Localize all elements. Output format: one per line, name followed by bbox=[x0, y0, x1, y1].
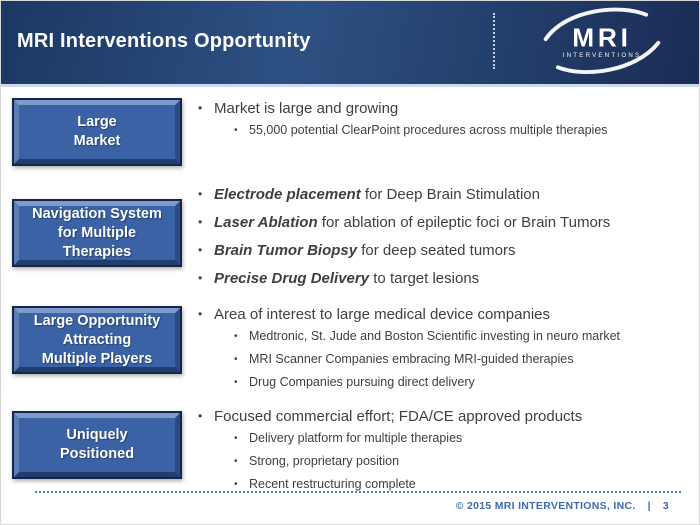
bullet-plain-text: Strong, proprietary position bbox=[249, 454, 400, 468]
bullet-item bbox=[198, 268, 695, 289]
bullet-item bbox=[198, 373, 695, 392]
topic-box-label: Large Opportunity bbox=[33, 312, 161, 329]
footer bbox=[456, 500, 669, 512]
bullet-plain-text: Medtronic, St. Jude and Boston Scientific investing in neuro market bbox=[249, 329, 621, 343]
bullet-item bbox=[198, 429, 695, 448]
topic-box-face bbox=[14, 413, 180, 477]
bullet-icon: • bbox=[234, 456, 238, 467]
bullet-text bbox=[214, 240, 516, 261]
bullet-rest-text: to target lesions bbox=[369, 270, 480, 287]
bullet-list bbox=[198, 304, 695, 396]
bullet-item bbox=[198, 240, 695, 261]
bullet-text bbox=[214, 98, 398, 119]
bullet-list bbox=[198, 184, 695, 296]
topic-box-face bbox=[14, 201, 180, 265]
mri-logo-graphic bbox=[541, 5, 663, 77]
footer-page-number: 3 bbox=[662, 500, 669, 512]
bullet-text bbox=[249, 452, 399, 471]
bullet-text bbox=[214, 268, 479, 289]
bullet-icon: • bbox=[198, 243, 203, 257]
bullet-lead-text: Precise Drug Delivery bbox=[214, 270, 370, 287]
bullet-text bbox=[214, 304, 550, 325]
bullet-icon: • bbox=[198, 271, 203, 285]
bullet-list bbox=[198, 406, 695, 498]
bullet-item bbox=[198, 98, 695, 119]
content-row bbox=[12, 98, 695, 166]
footer-separator: | bbox=[647, 500, 651, 512]
mri-interventions-logo bbox=[541, 5, 663, 77]
logo-subtext: INTERVENTIONS bbox=[562, 51, 642, 59]
bullet-icon: • bbox=[234, 125, 238, 136]
content-row bbox=[12, 184, 695, 296]
topic-box-label: Attracting bbox=[62, 331, 132, 348]
bullet-icon: • bbox=[198, 187, 203, 201]
bullet-icon: • bbox=[198, 101, 203, 115]
bullet-lead-text: Laser Ablation bbox=[214, 214, 318, 231]
bullet-icon: • bbox=[234, 433, 238, 444]
bullet-lead-text: Brain Tumor Biopsy bbox=[214, 242, 358, 259]
bullet-plain-text: 55,000 potential ClearPoint procedures across multiple therapies bbox=[249, 123, 608, 137]
bullet-rest-text: for deep seated tumors bbox=[357, 242, 516, 259]
bullet-plain-text: Market is large and growing bbox=[214, 100, 399, 117]
bullet-item bbox=[198, 452, 695, 471]
bullet-plain-text: Delivery platform for multiple therapies bbox=[249, 431, 463, 445]
content-row bbox=[12, 406, 695, 498]
bullet-item bbox=[198, 121, 695, 140]
bullet-icon: • bbox=[234, 331, 238, 342]
bullet-text bbox=[249, 429, 462, 448]
bullet-item bbox=[198, 327, 695, 346]
header-bar bbox=[1, 1, 699, 87]
topic-box-label: Therapies bbox=[62, 243, 132, 260]
content-row bbox=[12, 304, 695, 396]
bullet-plain-text: Recent restructuring complete bbox=[249, 477, 416, 491]
bullet-item bbox=[198, 212, 695, 233]
logo-text: MRI bbox=[572, 22, 632, 53]
topic-box-label: Navigation System bbox=[32, 205, 162, 222]
bullet-plain-text: Area of interest to large medical device companies bbox=[214, 306, 551, 323]
bullet-item bbox=[198, 184, 695, 205]
bullet-rest-text: for ablation of epileptic foci or Brain Tumors bbox=[317, 214, 611, 231]
bullet-plain-text: MRI Scanner Companies embracing MRI-guided therapies bbox=[249, 352, 574, 366]
bullet-text bbox=[214, 212, 610, 233]
topic-box bbox=[12, 98, 182, 166]
bullet-icon: • bbox=[234, 354, 238, 365]
bullet-text bbox=[249, 350, 573, 369]
footer-dotted-line bbox=[35, 491, 681, 493]
bullet-icon: • bbox=[234, 377, 238, 388]
topic-box-face bbox=[14, 308, 180, 372]
bullet-text bbox=[249, 121, 608, 140]
bullet-item bbox=[198, 350, 695, 369]
topic-box-label: Market bbox=[73, 133, 121, 149]
topic-box-label: Large bbox=[77, 114, 117, 130]
bullet-icon: • bbox=[198, 307, 203, 321]
bullet-rest-text: for Deep Brain Stimulation bbox=[360, 186, 540, 203]
bullet-lead-text: Electrode placement bbox=[214, 186, 361, 203]
topic-box-label: Multiple Players bbox=[41, 350, 153, 367]
topic-box bbox=[12, 411, 182, 479]
bullet-text bbox=[214, 184, 540, 205]
topic-box-label: Uniquely bbox=[66, 427, 128, 443]
bullet-list bbox=[198, 98, 695, 144]
bullet-icon: • bbox=[234, 479, 238, 490]
header-divider bbox=[493, 13, 495, 69]
bullet-icon: • bbox=[198, 215, 203, 229]
bullet-item bbox=[198, 304, 695, 325]
page-title: MRI Interventions Opportunity bbox=[17, 30, 311, 52]
bullet-plain-text: Focused commercial effort; FDA/CE approved products bbox=[214, 408, 583, 425]
topic-box-face bbox=[14, 100, 180, 164]
topic-box bbox=[12, 306, 182, 374]
topic-box-label: for Multiple bbox=[57, 224, 137, 241]
bullet-item bbox=[198, 406, 695, 427]
footer-copyright: © 2015 MRI INTERVENTIONS, INC. bbox=[455, 500, 636, 512]
bullet-plain-text: Drug Companies pursuing direct delivery bbox=[249, 375, 475, 389]
topic-box-label: Positioned bbox=[59, 446, 135, 462]
topic-box bbox=[12, 199, 182, 267]
bullet-icon: • bbox=[198, 409, 203, 423]
bullet-text bbox=[249, 327, 620, 346]
bullet-text bbox=[214, 406, 582, 427]
bullet-text bbox=[249, 373, 475, 392]
